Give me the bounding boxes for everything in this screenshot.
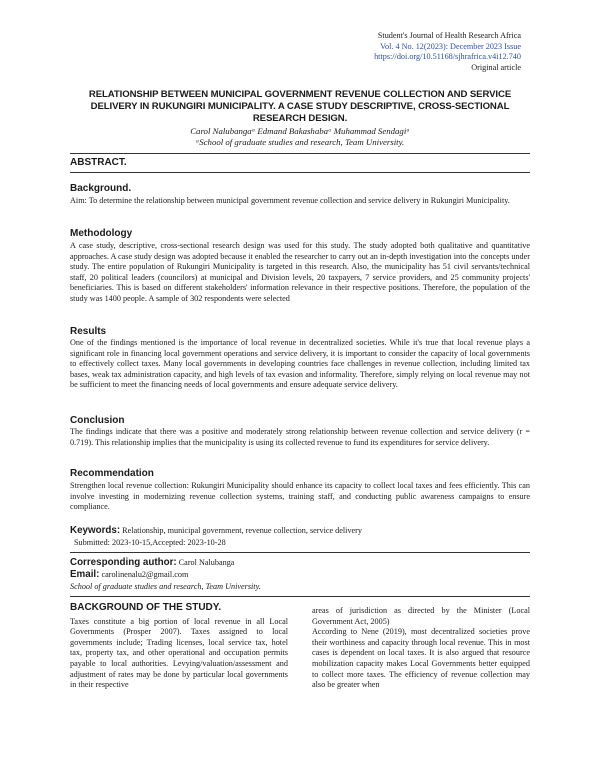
corresponding-name: Carol Nalubanga xyxy=(178,558,235,567)
submission-dates: Submitted: 2023-10-15,Accepted: 2023-10-28 xyxy=(74,538,226,547)
background-heading: Background. xyxy=(70,183,132,194)
conclusion-heading: Conclusion xyxy=(70,415,125,426)
divider xyxy=(70,172,530,173)
results-heading: Results xyxy=(70,326,107,337)
results-text: One of the findings mentioned is the importance of local revenue in decentralized societies. While it's true that local revenue plays a significant role in financing local government operations and service delivery, it is important to consider the capacity of local governments to effectively collect taxes. Many local governments in developing countries face challenges in revenue collection, including limited tax bases, weak tax administration capacity, and high levels of tax evasion and informality. Therefore, simply relying on local revenue may not be sufficient to meet the financing needs of local governments and ensure adequate service delivery. xyxy=(70,338,530,390)
journal-volume-link[interactable]: Vol. 4 No. 12(2023): December 2023 Issue xyxy=(380,41,521,51)
keywords-label: Keywords: xyxy=(70,525,121,536)
recommendation-text: Strengthen local revenue collection: Rukungiri Municipality should enhance its capacity to collect local taxes and fees efficiently. This can involve investing in modernizing revenue collection systems, training staff, and conducting public awareness campaigns to ensure compliance. xyxy=(70,481,530,512)
divider xyxy=(70,552,530,553)
corresponding-label: Corresponding author: xyxy=(70,557,177,568)
author-block xyxy=(70,126,530,148)
recommendation-heading: Recommendation xyxy=(70,468,154,479)
keywords-text: Relationship, municipal government, revenue collection, service delivery xyxy=(122,526,363,535)
conclusion-text: The findings indicate that there was a positive and moderately strong relationship between revenue collection and service delivery (r = 0.719). This relationship implies that the municipality is using its collected revenue to fund its expenditures for service delivery. xyxy=(70,427,530,447)
journal-header xyxy=(374,31,521,73)
background-text: Aim: To determine the relationship between municipal government revenue collection and service delivery in Rukungiri Municipality. xyxy=(70,196,510,205)
email-line xyxy=(70,570,530,581)
corresponding-affiliation: School of graduate studies and research, Team University. xyxy=(70,582,261,591)
journal-name: Student's Journal of Health Research Africa xyxy=(377,31,521,40)
keywords-line xyxy=(70,526,530,537)
abstract-heading: ABSTRACT. xyxy=(70,157,127,168)
section-heading: BACKGROUND OF THE STUDY. xyxy=(70,602,222,613)
article-type: Original article xyxy=(471,62,521,72)
email-label: Email: xyxy=(70,569,100,580)
paper-title: RELATIONSHIP BETWEEN MUNICIPAL GOVERNMENT REVENUE COLLECTION AND SERVICE DELIVERY IN RUKUNGIRI MUNICIPALITY. A CASE STUDY DESCRIPTIVE, CROSS-SECTIONAL RESEARCH DESIGN. xyxy=(88,89,512,125)
body-paragraph: areas of jurisdiction as directed by the Minister (Local Government Act, 2005) xyxy=(312,606,530,626)
author-names: Carol Nalubangaᵃ Edmand Bakashabaᵃ Muhammad Sendagiᵃ xyxy=(190,126,410,136)
methodology-heading: Methodology xyxy=(70,228,133,239)
methodology-text: A case study, descriptive, cross-sectional research design was used for this study. The study adopted both qualitative and quantitative approaches. A case study design was adopted because it enabled the researcher to carry out an in-depth investigation into the concepts under study. The entire population of Rukungiri Municipality is targeted in this research. Also, the municipality has 51 civil servants/technical staff, 20 political leaders (councilors) at municipal and Division levels, 20 taxpayers, 7 service providers, and 25 community projects' beneficiaries. This is based on different stakeholders' information relevance in their respective positions. Therefore, the population of the study was 1400 people. A sample of 302 respondents were selected xyxy=(70,241,530,303)
corresponding-author xyxy=(70,558,530,569)
body-paragraph: Taxes constitute a big portion of local revenue in all Local Governments (Prosper 2007). Taxes assigned to local governments include; Trading licenses, local service tax, hotel tax, property tax, and other operational and occupation permits payable to local authorities. Levying/valuation/assessment and adjustment of rates may be done by particular local governments in their respective xyxy=(70,616,288,690)
author-affiliation: ᵃSchool of graduate studies and research, Team University. xyxy=(195,137,405,147)
body-left-column xyxy=(70,603,288,691)
body-paragraph: According to Nene (2019), most decentralized societies prove their worthiness and capacity through local revenue. This in most cases is dependent on local taxes. It is also argued that resource mobilization capacity makes Local Governments better equipped to collect more taxes. The efficiency of revenue collection may also be greater when xyxy=(312,627,530,690)
email-address[interactable]: carolinenalu2@gmail.com xyxy=(101,570,189,579)
divider xyxy=(70,596,530,597)
body-right-column xyxy=(312,606,530,691)
divider xyxy=(70,153,530,154)
doi-link[interactable]: https://doi.org/10.51168/sjhrafrica.v4i12.740 xyxy=(374,52,521,62)
